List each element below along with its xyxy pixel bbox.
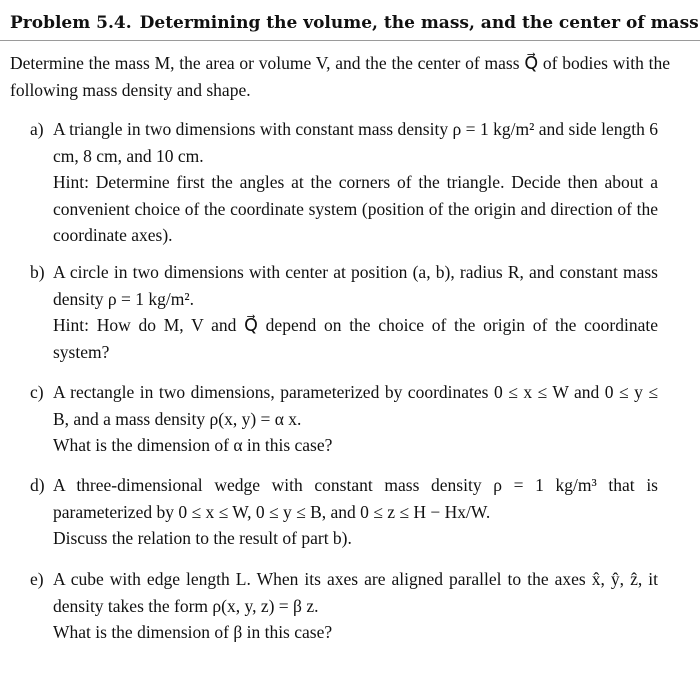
title-divider <box>0 40 700 41</box>
item-text: A rectangle in two dimensions, parameterized by coordinates 0 ≤ x ≤ W and 0 ≤ y ≤ B, and a mass density ρ(x, y) = α x. <box>53 382 658 429</box>
item-hint: Hint: How do M, V and Q⃗ depend on the choice of the origin of the coordinate system? <box>53 315 658 362</box>
list-item-d <box>30 472 658 552</box>
list-item-c <box>30 379 658 459</box>
item-hint: What is the dimension of β in this case? <box>53 622 333 642</box>
problem-intro: Determine the mass M, the area or volume V, and the the center of mass Q⃗ of bodies with the following mass density and shape. <box>10 53 670 100</box>
item-label: d) <box>30 475 45 495</box>
item-hint: Hint: Determine first the angles at the corners of the triangle. Decide then about a convenient choice of the coordinate system (position of the origin and direction of the coordinate axes). <box>53 172 658 245</box>
item-label: c) <box>30 382 44 402</box>
item-text: A circle in two dimensions with center at position (a, b), radius R, and constant mass density ρ = 1 kg/m². <box>53 262 658 309</box>
item-hint: Discuss the relation to the result of part b). <box>53 528 352 548</box>
list-item-b <box>30 259 658 365</box>
item-text: A triangle in two dimensions with constant mass density ρ = 1 kg/m² and side length 6 cm, 8 cm, and 10 cm. <box>53 119 658 166</box>
item-label: a) <box>30 119 44 139</box>
item-hint: What is the dimension of α in this case? <box>53 435 333 455</box>
item-text: A cube with edge length L. When its axes are aligned parallel to the axes x̂, ŷ, ẑ, it density takes the form ρ(x, y, z) = β z. <box>53 569 658 616</box>
problem-heading: Determining the volume, the mass, and the center of mass <box>139 13 699 33</box>
item-label: e) <box>30 569 44 589</box>
problem-title <box>10 10 699 36</box>
item-text: A three-dimensional wedge with constant mass density ρ = 1 kg/m³ that is parameterized by 0 ≤ x ≤ W, 0 ≤ y ≤ B, and 0 ≤ z ≤ H − Hx/W. <box>53 475 658 522</box>
list-item-e <box>30 566 658 646</box>
item-label: b) <box>30 262 45 282</box>
problem-number: Problem 5.4. <box>10 13 132 33</box>
list-item-a <box>30 116 658 249</box>
